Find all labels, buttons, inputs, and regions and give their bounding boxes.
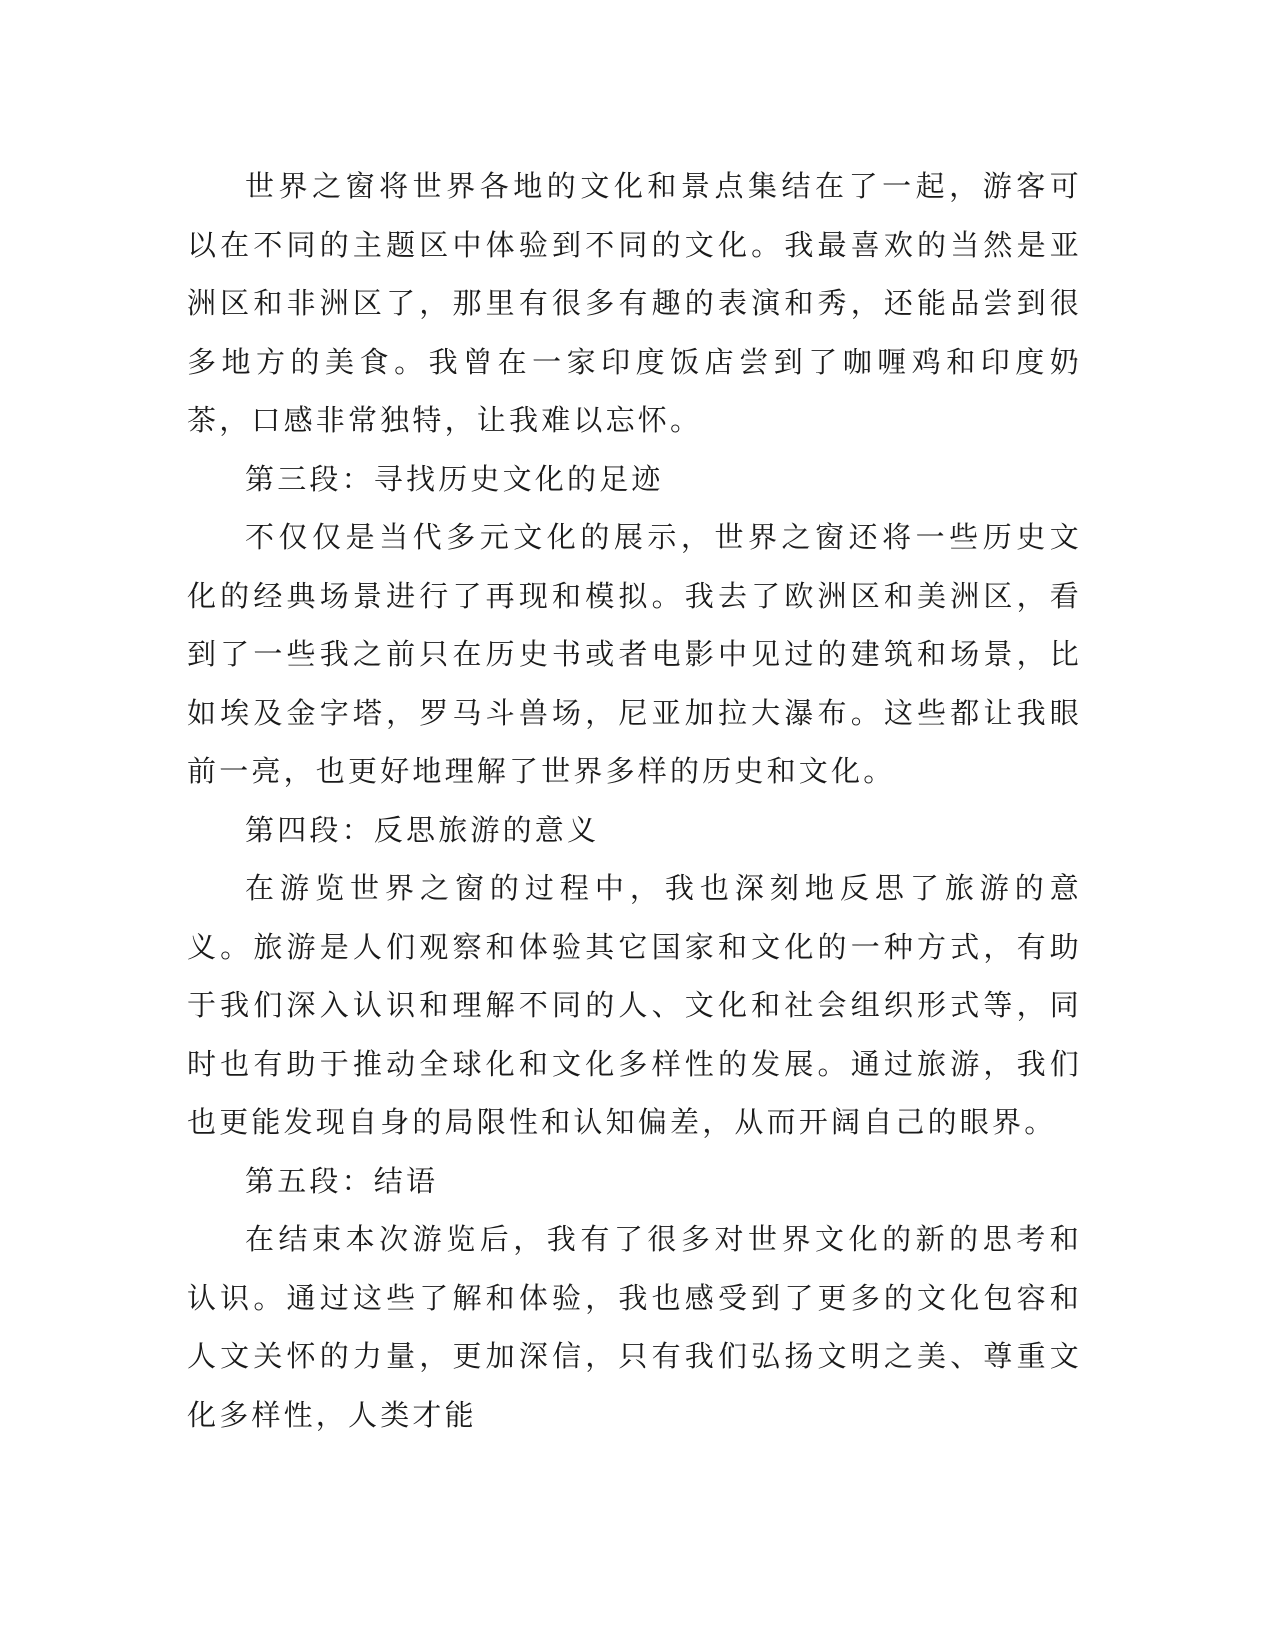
section-heading-5: 第五段：结语 <box>245 1163 439 1198</box>
document-body <box>187 157 1082 1444</box>
section-heading-3: 第三段：寻找历史文化的足迹 <box>245 461 664 496</box>
paragraph-conclusion: 在结束本次游览后，我有了很多对世界文化的新的思考和认识。通过这些了解和体验，我也感受到了更多的文化包容和人文关怀的力量，更加深信，只有我们弘扬文明之美、尊重文化多样性，人类才能 <box>187 1222 1082 1432</box>
paragraph-culture-zones: 世界之窗将世界各地的文化和景点集结在了一起，游客可以在不同的主题区中体验到不同的文化。我最喜欢的当然是亚洲区和非洲区了，那里有很多有趣的表演和秀，还能品尝到很多地方的美食。我曾在一家印度饭店尝到了咖喱鸡和印度奶茶，口感非常独特，让我难以忘怀。 <box>187 169 1082 437</box>
paragraph-reflection: 在游览世界之窗的过程中，我也深刻地反思了旅游的意义。旅游是人们观察和体验其它国家和文化的一种方式，有助于我们深入认识和理解不同的人、文化和社会组织形式等，同时也有助于推动全球化和文化多样性的发展。通过旅游，我们也更能发现自身的局限性和认知偏差，从而开阔自己的眼界。 <box>187 871 1082 1139</box>
paragraph-history: 不仅仅是当代多元文化的展示，世界之窗还将一些历史文化的经典场景进行了再现和模拟。我去了欧洲区和美洲区，看到了一些我之前只在历史书或者电影中见过的建筑和场景，比如埃及金字塔，罗马斗兽场，尼亚加拉大瀑布。这些都让我眼前一亮，也更好地理解了世界多样的历史和文化。 <box>187 520 1082 788</box>
section-heading-4: 第四段：反思旅游的意义 <box>245 812 600 847</box>
